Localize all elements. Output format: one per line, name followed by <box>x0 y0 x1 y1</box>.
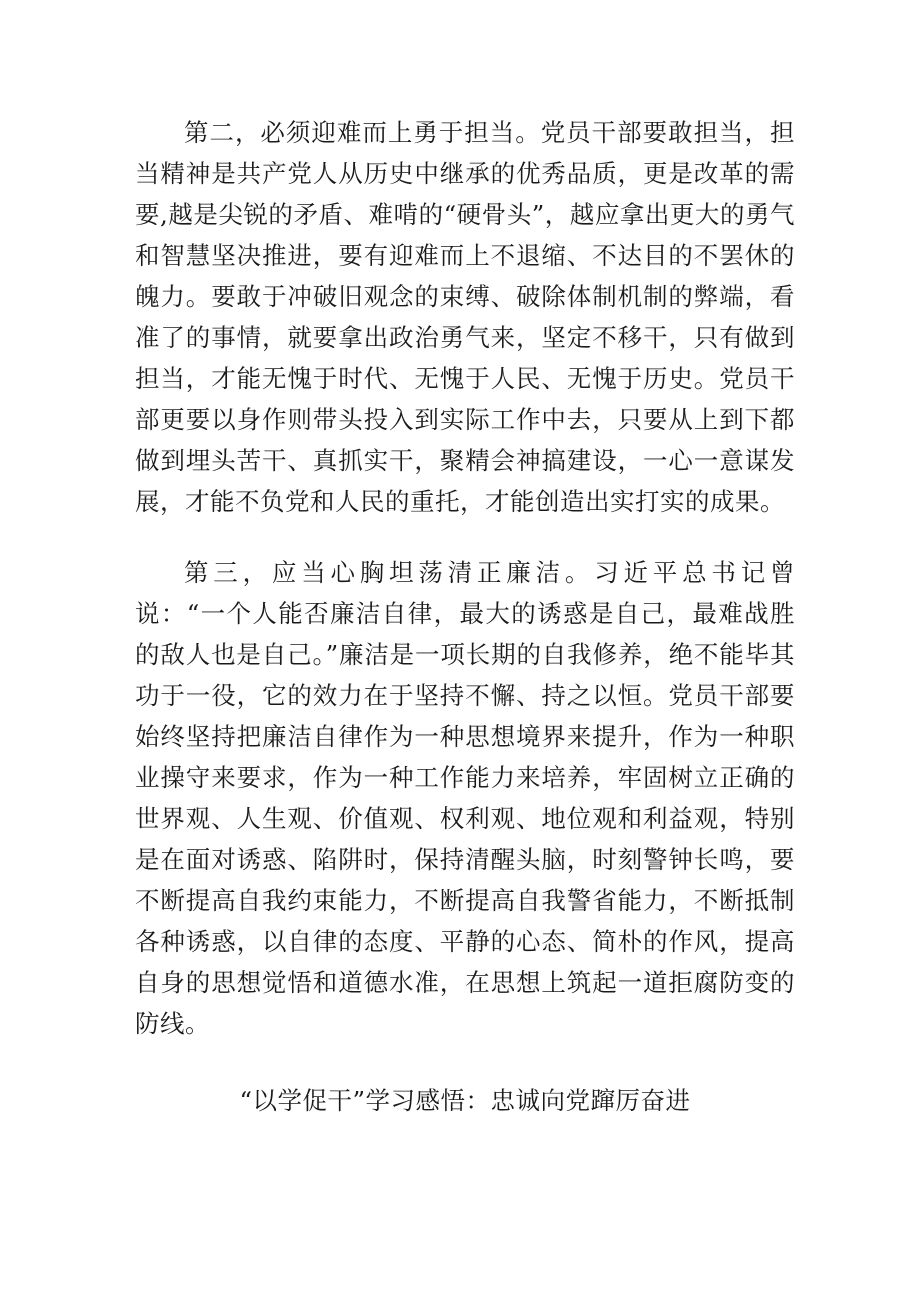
section-heading: “以学促干”学习感悟：忠诚向党蹿厉奋进 <box>239 1086 691 1115</box>
paragraph-second: 第二，必须迎难而上勇于担当。党员干部要敢担当，担当精神是共产党人从历史中继承的优秀品质，更是改革的需要,越是尖锐的矛盾、难啃的“硬骨头”，越应拿出更大的勇气和智慧坚决推进，要有迎难而上不退缩、不达目的不罢休的魄力。要敢于冲破旧观念的束缚、破除体制机制的弊端，看准了的事情，就要拿出政治勇气来，坚定不移干，只有做到担当，才能无愧于时代、无愧于人民、无愧于历史。党员干部更要以身作则带头投入到实际工作中去，只要从上到下都做到埋头苦干、真抓实干，聚精会神搞建设，一心一意谋发展，才能不负党和人民的重托，才能创造出实打实的成果。 <box>135 118 795 516</box>
paragraph-third: 第三，应当心胸坦荡清正廉洁。习近平总书记曾说：“一个人能否廉洁自律，最大的诱惑是自己，最难战胜的敌人也是自己。”廉洁是一项长期的自我修养，绝不能毕其功于一役，它的效力在于坚持不懈、持之以恒。党员干部要始终坚持把廉洁自律作为一种思想境界来提升，作为一种职业操守来要求，作为一种工作能力来培养，牢固树立正确的世界观、人生观、价值观、权利观、地位观和利益观，特别是在面对诱惑、陷阱时，保持清醒头脑，时刻警钟长鸣，要不断提高自我约束能力，不断提高自我警省能力，不断抵制各种诱惑，以自律的态度、平静的心态、简朴的作风，提高自身的思想觉悟和道德水准，在思想上筑起一道拒腐防变的防线。 <box>135 558 795 1038</box>
document-page <box>135 112 795 1121</box>
